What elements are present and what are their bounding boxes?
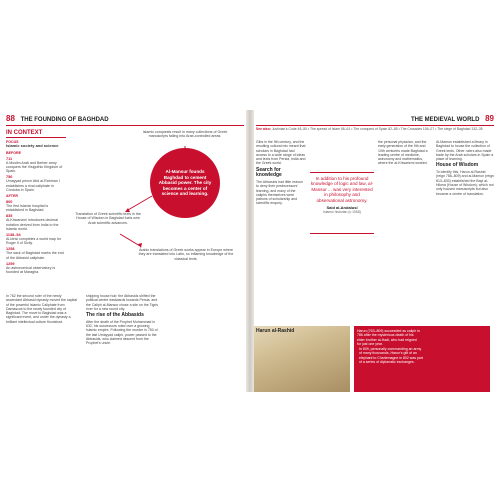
right-header-rule [256, 125, 494, 126]
diagram-hub: Al-Mansur founds Baghdad to cement Abbasid power. The city becomes a center of science and learning. [150, 148, 220, 218]
context-year: 1259 [6, 261, 15, 266]
left-page-header [6, 114, 109, 123]
diagram-note-europe: Arabic translations of Greek works appear in Europe where they are translated into Latin, so inflaming knowledge of the classical texts. [138, 248, 234, 261]
right-page-header [411, 114, 494, 123]
quote-author-role: Islamic historian (c.1068) [323, 210, 361, 215]
pull-quote [310, 172, 374, 234]
after-key: AFTER [6, 194, 18, 199]
context-year: 711 [6, 156, 13, 161]
context-year: 835 [6, 214, 13, 219]
right-section-title: THE MEDIEVAL WORLD [410, 117, 480, 123]
see-also-links: Justinian's Code 48–50 • The spread of Islam 58–61 • The conquest of Spain 82–85 • The Crusades 106–07 • The siege of Baghdad 132–35 [271, 127, 483, 131]
in-context-heading: IN CONTEXT [6, 130, 66, 138]
context-item [6, 157, 66, 174]
right-column-3 [436, 140, 494, 196]
left-page [4, 110, 246, 392]
context-year: 1258 [6, 247, 15, 252]
left-column-2 [86, 294, 160, 346]
flow-diagram [70, 130, 244, 290]
col1b-text: The Abbasids had little reason to deny their predecessors' learning, and many of the caliphs themselves were patrons of scholarship and scientific enquiry. [256, 179, 303, 206]
context-item [6, 262, 66, 274]
in-context-sidebar [6, 130, 66, 290]
context-text: Al-Khwarizmi introduces decimal notation derived from India to the Islamic world. [6, 218, 59, 231]
right-column-2: the personal physician, and the early generation of the 9th and 10th centuries made Baghdad a leading centre of medicine, astronomy and mathematics, where the al-Khwarizmi worked. [378, 140, 428, 166]
book-spread [4, 110, 496, 392]
focus-key: FOCUS [6, 140, 19, 144]
context-item [6, 233, 66, 245]
harun-title: Harun al-Rashid [256, 328, 295, 334]
context-text: Al-Idrisi completes a world map for Roger II of Sicily. [6, 237, 62, 246]
rise-heading: The rise of the Abbasids [86, 312, 144, 319]
quote-author: Said al-Andalusi [326, 205, 358, 211]
context-year: 756 [6, 175, 13, 180]
context-item [6, 175, 66, 192]
diagram-note-translation: Translation of Greek scientific texts in the House of Wisdom in Baghdad fuels new Arab scientific advances. [75, 212, 141, 225]
harun-biography-box [354, 326, 490, 392]
focus-value: Islamic society and science [6, 143, 59, 148]
harun-text-a: Harun (763–809) succeeded as caliph in 786 after the mysterious death of his elder brother al-Hadi, who had reigned for just one year. [357, 329, 420, 346]
col3-text: Al-Mamun established a library in Baghdad to house the collection of Greek texts. Other rulers also made trade by the Arab scholars in Spain a place of learning. [436, 140, 494, 162]
see-also-line [256, 127, 494, 131]
context-text: A Muslim Arab and Berber army conquers the Visigothic Kingdom of Spain. [6, 160, 63, 174]
house-heading: House of Wisdom [436, 162, 479, 169]
context-item [6, 247, 66, 259]
left-header-rule [6, 125, 244, 126]
before-key: BEFORE [6, 150, 21, 155]
left-page-number: 88 [6, 114, 15, 123]
left-section-title: THE FOUNDING OF BAGHDAD [20, 117, 109, 123]
see-also-label: See also: [256, 127, 271, 131]
harun-text-b: In 809, personally commanding an army of many thousands, Harun's gift of an elephant to Charlemagne in 802 was part of a series of diplomatic exchanges. [359, 347, 424, 364]
book-gutter [246, 110, 254, 392]
body-text-a: shipping house hub: the Abbasids shifted the political centre eastwards towards Persia, and the Caliph al-Mansur chose a site on the Tigris river for a new round city. [86, 294, 158, 311]
context-item [6, 200, 66, 212]
context-item [6, 214, 66, 231]
right-page-number: 89 [485, 114, 494, 123]
right-column-1 [256, 140, 306, 206]
context-text: An astronomical observatory is founded at Maragha. [6, 265, 56, 275]
intro-paragraph: In 762 the second ruler of the newly ascendant Abbasid dynasty moved the capital of the powerful Islamic Caliphate from Damascus to the newly founded city of Baghdad. The move to Baghdad was a significant event, and under the dynasty a brilliant intellectual culture flourished. [6, 294, 78, 324]
context-text: Umayyad prince Abd al-Rahman I establishes a rival caliphate in Córdoba in Spain. [6, 179, 60, 192]
pull-quote-text: In addition to his profound knowledge of logic and law, al-Mansur ... was very interested in philosophy and observational astronomy. [310, 176, 374, 203]
col3b-text: To identify this, Harun al-Rashid (reign 786–809) and al-Mamun (reign 813–833) established the Bayt al-Hikma (House of Wisdom), which not only housed manuscripts but also became a centre of translation. [436, 170, 494, 196]
col1-text: Gibs in the 9th century, and the resulting cultural mix meant that scholars in Baghdad had access to a wide range of ideas and texts from Persia, India and the Greek world. [256, 140, 306, 166]
context-text: The first Islamic hospital is established in Baghdad. [6, 204, 49, 213]
context-year: 800 [6, 200, 13, 205]
body-text-b: After the death of the Prophet Muhammad in 632, his successors ruled over a growing Islamic empire. Following the murder in 750 of the last Umayyad caliph, power passed to the Abbasids, who claimed descent from the Prophet's uncle. [86, 319, 158, 346]
context-year: 1138–54 [6, 233, 21, 238]
harun-portrait-image [254, 326, 350, 392]
diagram-note-manuscripts: Islamic conquests result in many collections of Greek manuscripts falling into Arab-controlled areas. [142, 130, 228, 139]
search-heading: Search for knowledge [256, 166, 282, 179]
flow-diagram-arrows [70, 130, 244, 290]
context-text: The sack of Baghdad marks the end of the Abbasid caliphate. [6, 251, 64, 260]
